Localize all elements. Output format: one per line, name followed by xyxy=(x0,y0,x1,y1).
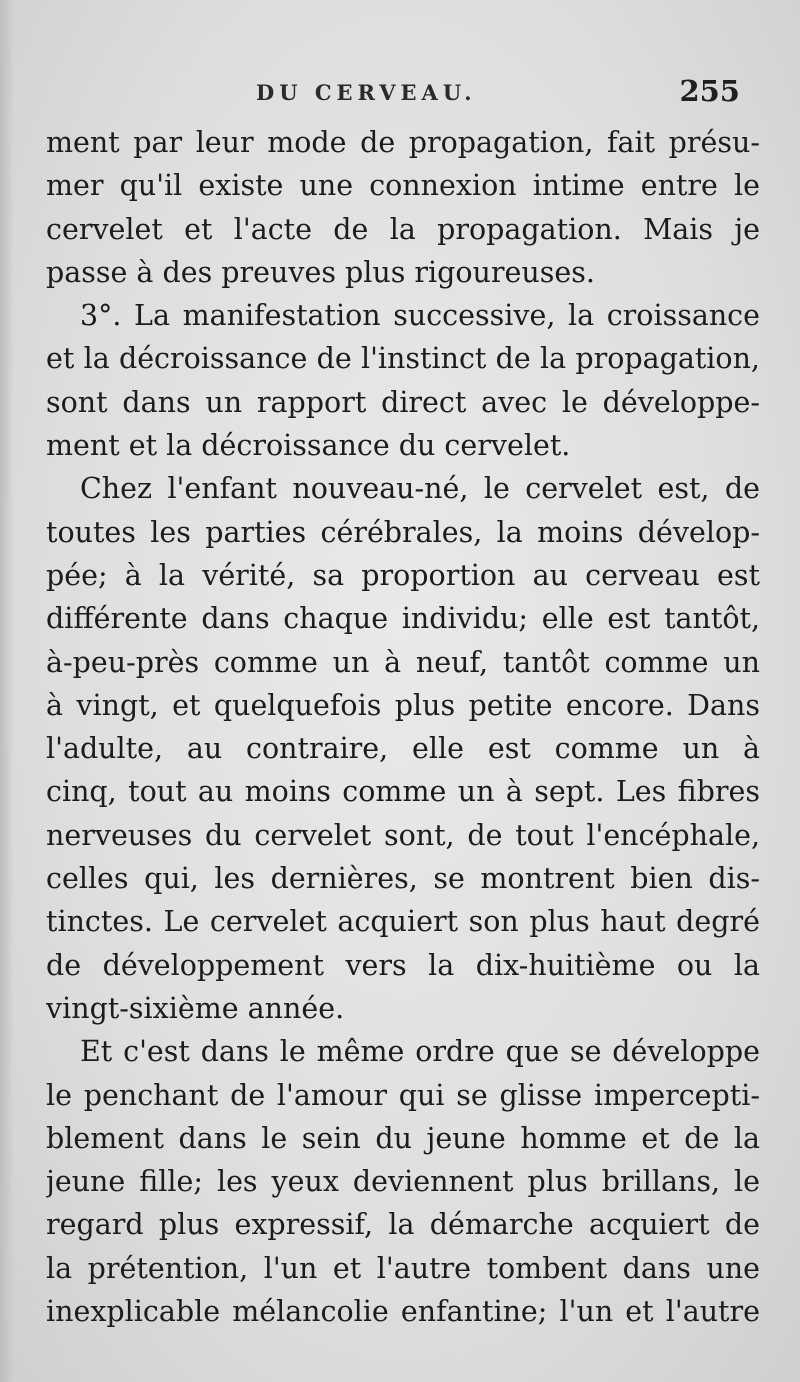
page-number: 255 xyxy=(679,74,740,108)
text-line: tinctes. Le cervelet acquiert son plus haut degré xyxy=(46,905,760,939)
running-head: DU CERVEAU. xyxy=(256,80,477,105)
body-text xyxy=(46,121,760,1333)
text-line: jeune fille; les yeux deviennent plus brillans, le xyxy=(46,1165,760,1199)
text-line: nerveuses du cervelet sont, de tout l'encéphale, xyxy=(46,818,760,852)
text-line: cervelet et l'acte de la propagation. Mais je xyxy=(46,212,760,246)
text-line: de développement vers la dix-huitième ou la xyxy=(46,948,760,982)
text-line: le penchant de l'amour qui se glisse impercepti- xyxy=(46,1078,760,1112)
text-line: à-peu-près comme un à neuf, tantôt comme un xyxy=(46,645,760,679)
text-line: inexplicable mélancolie enfantine; l'un et l'autre xyxy=(46,1295,760,1329)
text-line: et la décroissance de l'instinct de la propagation, xyxy=(46,342,760,376)
text-line: regard plus expressif, la démarche acquiert de xyxy=(46,1208,760,1242)
text-line: vingt-sixième année. xyxy=(46,991,345,1025)
text-line: ment par leur mode de propagation, fait présu- xyxy=(46,126,760,159)
text-line: celles qui, les dernières, se montrent bien dis- xyxy=(46,862,760,896)
text-line: ment et la décroissance du cervelet. xyxy=(46,429,571,463)
text-line: Et c'est dans le même ordre que se développe xyxy=(80,1035,760,1069)
text-line: mer qu'il existe une connexion intime entre le xyxy=(46,169,760,203)
text-line: cinq, tout au moins comme un à sept. Les fibres xyxy=(46,775,760,809)
page-header xyxy=(46,74,740,110)
text-line: passe à des preuves plus rigoureuses. xyxy=(46,255,595,289)
text-line: différente dans chaque individu; elle est tantôt, xyxy=(46,602,760,636)
text-line: 3°. La manifestation successive, la croissance xyxy=(80,299,760,333)
text-line: la prétention, l'un et l'autre tombent dans une xyxy=(46,1251,760,1285)
text-line: Chez l'enfant nouveau-né, le cervelet est, de xyxy=(80,472,760,506)
text-line: à vingt, et quelquefois plus petite encore. Dans xyxy=(46,688,760,722)
text-line: blement dans le sein du jeune homme et de la xyxy=(46,1121,760,1155)
text-line: l'adulte, au contraire, elle est comme un à xyxy=(46,732,760,766)
text-line: sont dans un rapport direct avec le développe- xyxy=(46,385,760,419)
text-line: toutes les parties cérébrales, la moins dévelop- xyxy=(46,515,760,549)
text-line: pée; à la vérité, sa proportion au cerveau est xyxy=(46,558,760,592)
